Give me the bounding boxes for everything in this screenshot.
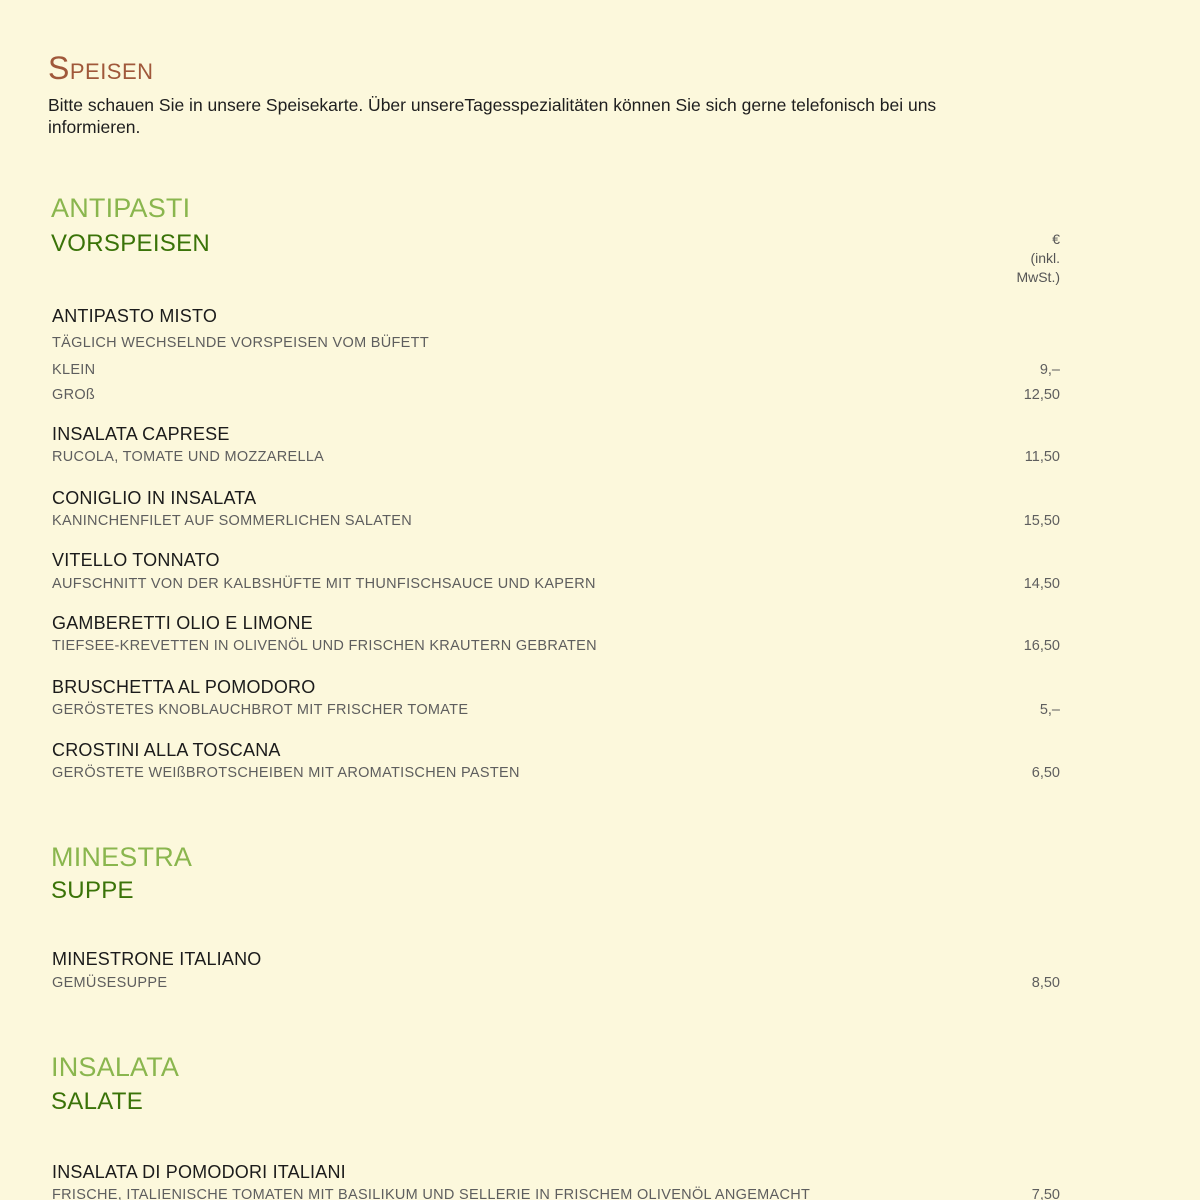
menu-item-name: CONIGLIO IN INSALATA bbox=[52, 488, 257, 508]
price-column-header bbox=[990, 230, 1060, 287]
section-antipasti-german: VORSPEISEN bbox=[51, 230, 211, 257]
menu-item-name: INSALATA DI POMODORI ITALIANI bbox=[52, 1162, 346, 1182]
menu-item-description: KANINCHENFILET AUF SOMMERLICHEN SALATEN bbox=[52, 513, 413, 529]
menu-item-name: CROSTINI ALLA TOSCANA bbox=[52, 740, 281, 760]
menu-item-name: GAMBERETTI OLIO E LIMONE bbox=[52, 613, 313, 633]
menu-item-price: 11,50 bbox=[1024, 449, 1060, 465]
tax-label-line1: (inkl. bbox=[1030, 250, 1060, 266]
menu-item-price: 16,50 bbox=[1023, 638, 1060, 654]
menu-item-name: VITELLO TONNATO bbox=[52, 550, 220, 570]
menu-item-name: INSALATA CAPRESE bbox=[52, 424, 230, 444]
menu-item-price: 12,50 bbox=[1023, 387, 1060, 403]
menu-item-description: GERÖSTETE WEIßBROTSCHEIBEN MIT AROMATISCHEN PASTEN bbox=[52, 765, 520, 781]
menu-item-name: BRUSCHETTA AL POMODORO bbox=[52, 677, 316, 697]
menu-item-description: GERÖSTETES KNOBLAUCHBROT MIT FRISCHER TOMATE bbox=[52, 702, 469, 718]
menu-item-price: 5,– bbox=[1039, 702, 1060, 718]
section-antipasti-italian: ANTIPASTI bbox=[51, 193, 191, 223]
menu-item-price: 6,50 bbox=[1031, 765, 1060, 781]
menu-item-variant-label: KLEIN bbox=[52, 362, 96, 378]
section-minestra-german: SUPPE bbox=[51, 877, 134, 904]
menu-item-description: GEMÜSESUPPE bbox=[52, 975, 168, 991]
menu-item-price: 15,50 bbox=[1023, 513, 1060, 529]
menu-item-price: 9,– bbox=[1039, 362, 1060, 378]
section-insalata-german: SALATE bbox=[51, 1088, 144, 1115]
menu-item-description: AUFSCHNITT VON DER KALBSHÜFTE MIT THUNFISCHSAUCE UND KAPERN bbox=[52, 576, 596, 592]
currency-label: € bbox=[1052, 231, 1060, 247]
menu-item-variant-label: GROß bbox=[52, 387, 96, 403]
page-title: Speisen bbox=[48, 50, 154, 86]
menu-item-name: ANTIPASTO MISTO bbox=[52, 306, 218, 326]
menu-item-description: TIEFSEE-KREVETTEN IN OLIVENÖL UND FRISCHEN KRAUTERN GEBRATEN bbox=[52, 638, 597, 654]
tax-label-line2: MwSt.) bbox=[1016, 269, 1060, 285]
menu-item-description: RUCOLA, TOMATE UND MOZZARELLA bbox=[52, 449, 325, 465]
menu-item-price: 14,50 bbox=[1023, 576, 1060, 592]
menu-item-description: FRISCHE, ITALIENISCHE TOMATEN MIT BASILIKUM UND SELLERIE IN FRISCHEM OLIVENÖL ANGEMACHT bbox=[52, 1187, 811, 1200]
section-minestra-italian: MINESTRA bbox=[51, 842, 193, 872]
menu-item-price: 8,50 bbox=[1031, 975, 1060, 991]
section-insalata-italian: INSALATA bbox=[51, 1052, 180, 1082]
menu-item-price: 7,50 bbox=[1031, 1187, 1060, 1200]
menu-item-description: TÄGLICH WECHSELNDE VORSPEISEN VOM BÜFETT bbox=[52, 335, 429, 351]
menu-item-name: MINESTRONE ITALIANO bbox=[52, 949, 262, 969]
intro-text: Bitte schauen Sie in unsere Speisekarte. Über unsereTagesspezialitäten können Sie sich gerne telefonisch bei uns informieren. bbox=[48, 95, 937, 137]
